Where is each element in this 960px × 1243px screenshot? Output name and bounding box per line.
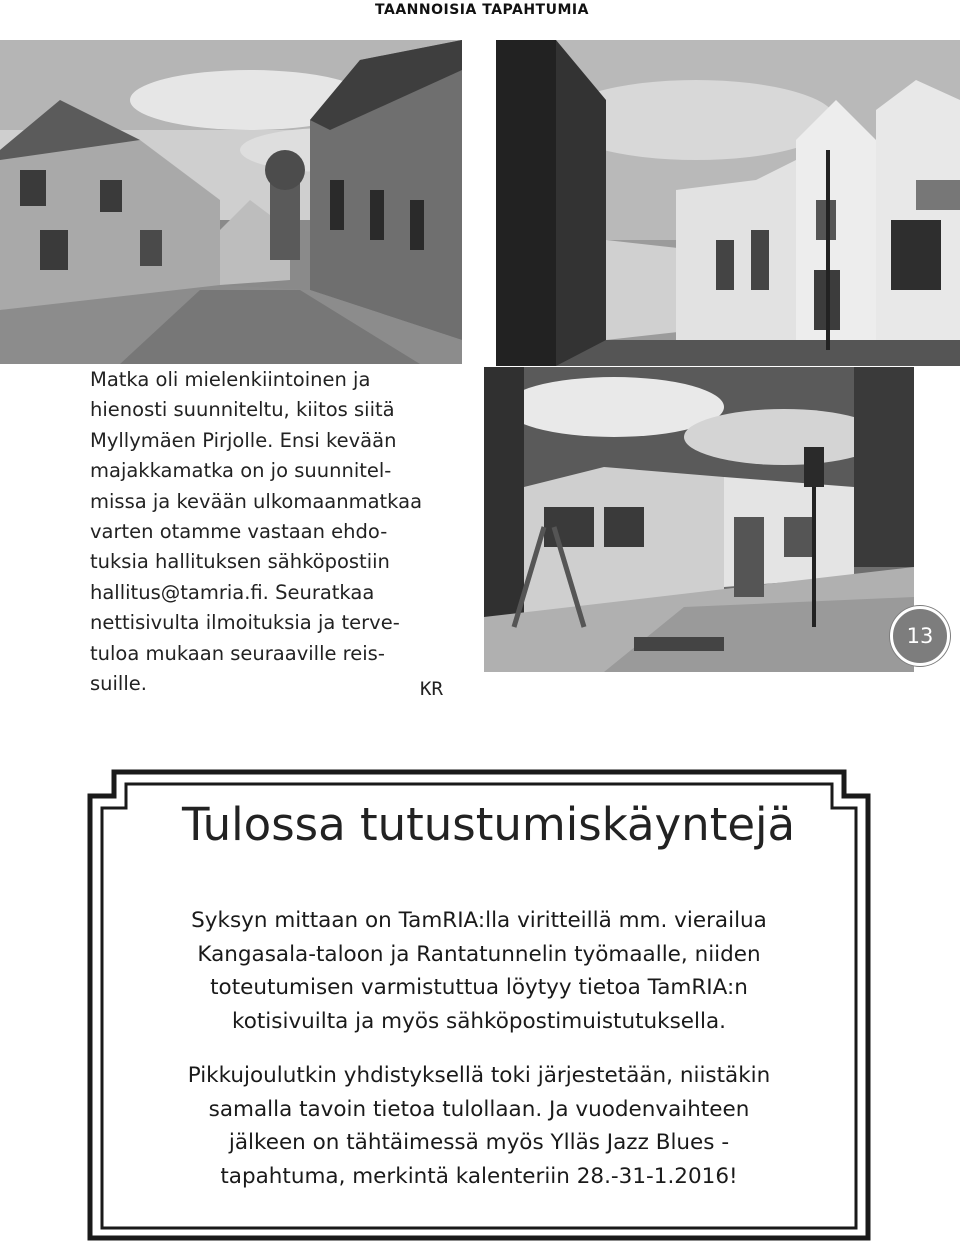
- notice-line: Syksyn mittaan on TamRIA:lla viritteillä mm. vierailua: [191, 908, 767, 933]
- article-text: [90, 365, 470, 699]
- notice-line: tapahtuma, merkintä kalenteriin 28.-31-1.2016!: [220, 1163, 738, 1189]
- article-line: tuloa mukaan seuraaville reis-: [90, 641, 385, 665]
- article-line: tuksia hallituksen sähköpostiin: [90, 550, 390, 574]
- section-header: TAANNOISIA TAPAHTUMIA: [375, 2, 589, 18]
- notice-line: samalla tavoin tietoa tulollaan. Ja vuodenvaihteen: [208, 1096, 750, 1122]
- article-line: majakkamatka on jo suunnitel-: [90, 459, 392, 483]
- street-historic-facades-photo: [496, 40, 960, 366]
- notice-line: jälkeen on tähtäimessä myös Ylläs Jazz Blues -: [228, 1130, 730, 1155]
- notice-paragraph: [124, 1059, 834, 1193]
- article-line: Myllymäen Pirjolle. Ensi kevään: [90, 428, 397, 452]
- notice-title: Tulossa tutustumiskäyntejä: [182, 798, 796, 851]
- playground-building-photo: [484, 367, 914, 672]
- author-signature: KR: [420, 678, 443, 700]
- article-line: Matka oli mielenkiintoinen ja: [90, 368, 371, 391]
- article-line: suille.: [90, 672, 147, 696]
- notice-paragraph: [124, 904, 834, 1038]
- article-line: nettisivulta ilmoituksia ja terve-: [90, 611, 400, 635]
- notice-line: kotisivuilta ja myös sähköpostimuistutuksella.: [232, 1008, 726, 1034]
- notice-box: [84, 766, 874, 1243]
- article-line: hienosti suunniteltu, kiitos siitä: [90, 398, 395, 422]
- article-line: varten otamme vastaan ehdo-: [90, 520, 388, 544]
- notice-line: Pikkujoulutkin yhdistyksellä toki järjestetään, niistäkin: [187, 1063, 771, 1088]
- notice-line: toteutumisen varmistuttua löytyy tietoa TamRIA:n: [210, 975, 748, 1000]
- article-line: hallitus@tamria.fi. Seuratkaa: [90, 580, 375, 604]
- article-line: missa ja kevään ulkomaanmatkaa: [90, 489, 423, 513]
- notice-line: Kangasala-taloon ja Rantatunnelin työmaalle, niiden: [197, 941, 761, 967]
- page-number-badge: 13: [890, 606, 950, 666]
- street-stone-houses-photo: [0, 40, 462, 364]
- notice-body: [124, 904, 834, 1193]
